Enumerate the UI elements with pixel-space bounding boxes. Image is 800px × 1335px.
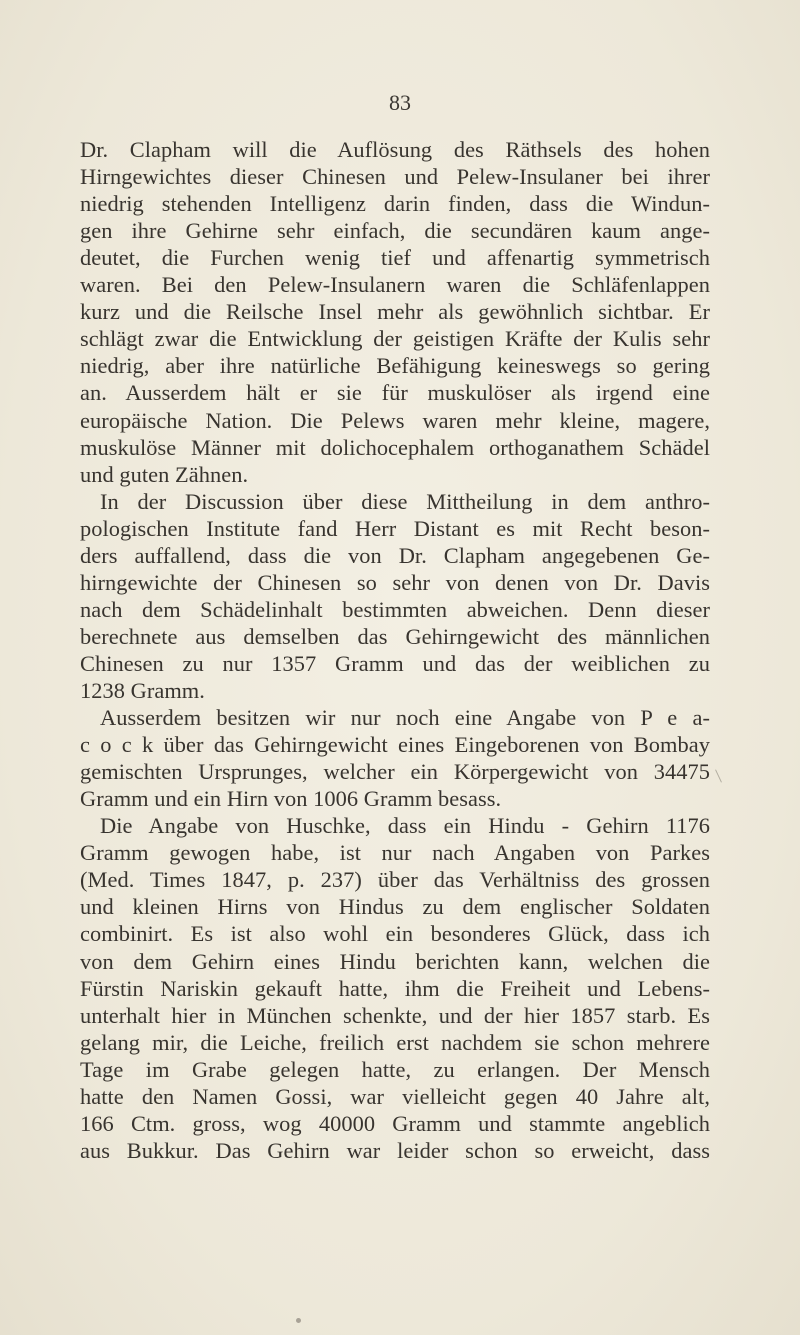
text-line: deutet, die Furchen wenig tief und affenartig symmetrisch [80,245,710,271]
text-line: niedrig stehenden Intelligenz darin finden, dass die Windun- [80,191,710,217]
text-line: c o c k über das Gehirngewicht eines Eingeborenen von Bombay [80,732,710,758]
text-line: berechnete aus demselben das Gehirngewicht des männlichen [80,623,710,649]
paper-speck [296,1318,301,1323]
text-line: hatte den Namen Gossi, war vielleicht gegen 40 Jahre alt, [80,1083,710,1109]
text-line: niedrig, aber ihre natürliche Befähigung keineswegs so gering [80,353,710,379]
text-line: gen ihre Gehirne sehr einfach, die secundären kaum ange- [80,218,710,244]
text-line: Hirngewichtes dieser Chinesen und Pelew-Insulaner bei ihrer [80,164,710,190]
text-line: Fürstin Nariskin gekauft hatte, ihm die Freiheit und Lebens- [80,975,710,1001]
text-line: kurz und die Reilsche Insel mehr als gewöhnlich sichtbar. Er [80,299,710,325]
text-line: Chinesen zu nur 1357 Gramm und das der weiblichen zu [80,650,710,676]
text-line: und kleinen Hirns von Hindus zu dem englischer Soldaten [80,894,710,920]
text-line: Gramm gewogen habe, ist nur nach Angaben von Parkes [80,840,710,866]
text-line: europäische Nation. Die Pelews waren mehr kleine, magere, [80,407,710,433]
text-line: unterhalt hier in München schenkte, und der hier 1857 starb. Es [80,1002,710,1028]
text-line: hirngewichte der Chinesen so sehr von denen von Dr. Davis [80,569,710,595]
text-line: schlägt zwar die Entwicklung der geistigen Kräfte der Kulis sehr [80,326,710,352]
text-line: gemischten Ursprunges, welcher ein Körpergewicht von 34475 [80,759,710,785]
text-line: (Med. Times 1847, p. 237) über das Verhältniss des grossen [80,867,710,893]
page-number: 83 [389,90,411,115]
text-line: und guten Zähnen. [80,461,249,487]
text-line: an. Ausserdem hält er sie für muskulöser als irgend eine [80,380,710,406]
text-line: nach dem Schädelinhalt bestimmten abweichen. Denn dieser [80,596,710,622]
text-line: Gramm und ein Hirn von 1006 Gramm besass. [80,786,502,812]
text-line: pologischen Institute fand Herr Distant es mit Recht beson- [80,515,710,541]
text-line: Dr. Clapham will die Auflösung des Räthsels des hohen [80,137,710,162]
text-line: ders auffallend, dass die von Dr. Clapham angegebenen Ge- [80,542,710,568]
text-line: waren. Bei den Pelew-Insulanern waren die Schläfenlappen [80,272,710,298]
text-line: von dem Gehirn eines Hindu berichten kann, welchen die [80,948,710,974]
text-line: 166 Ctm. gross, wog 40000 Gramm und stammte angeblich [80,1110,710,1136]
text-line: muskulöse Männer mit dolichocephalem orthoganathem Schädel [80,434,710,460]
text-line: Tage im Grabe gelegen hatte, zu erlangen. Der Mensch [80,1056,710,1082]
text-line: Ausserdem besitzen wir nur noch eine Angabe von P e a- [100,705,710,731]
text-line: In der Discussion über diese Mittheilung in dem anthro- [100,488,710,514]
text-line: aus Bukkur. Das Gehirn war leider schon so erweicht, dass [80,1137,710,1163]
text-line: combinirt. Es ist also wohl ein besonderes Glück, dass ich [80,921,710,947]
text-line: gelang mir, die Leiche, freilich erst nachdem sie schon mehrere [80,1029,710,1055]
text-line: 1238 Gramm. [80,678,205,703]
text-line: Die Angabe von Huschke, dass ein Hindu - Gehirn 1176 [100,813,710,839]
